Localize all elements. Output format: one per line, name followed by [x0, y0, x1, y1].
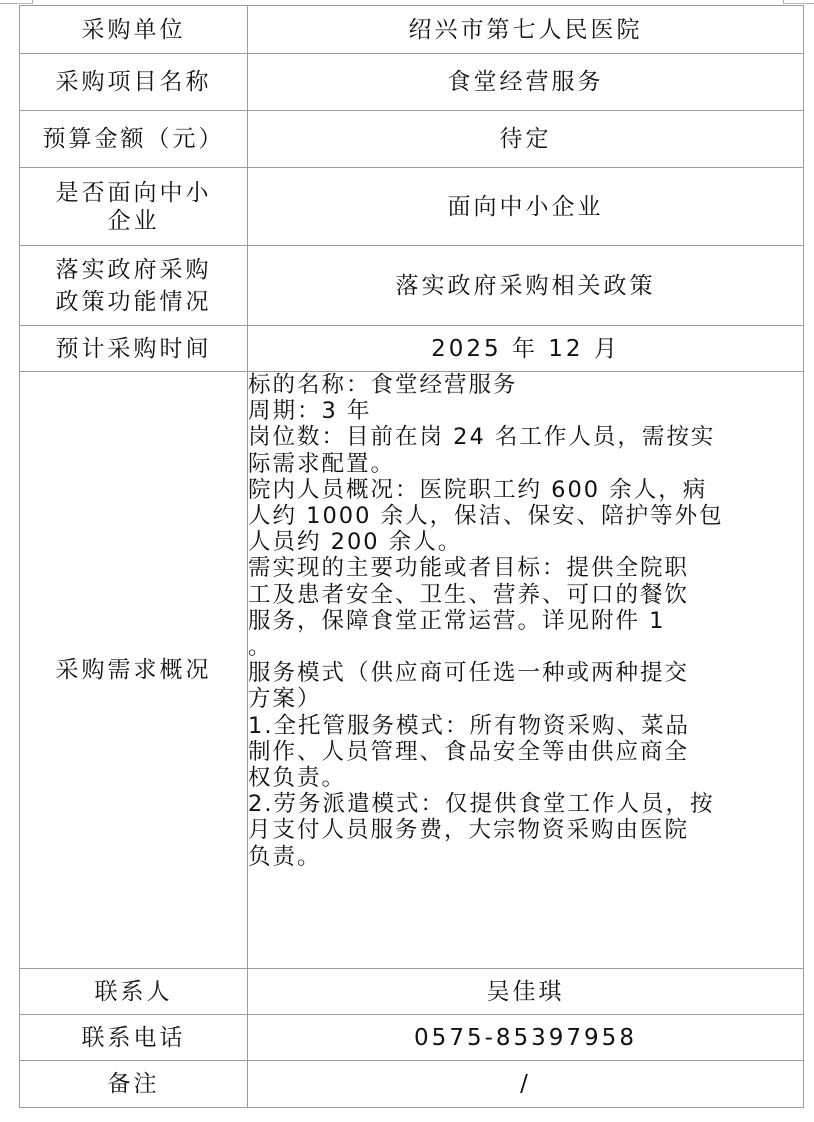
expected-time-label: 预计采购时间 — [20, 326, 248, 372]
requirements-line: 方案） — [248, 686, 322, 713]
row-purchasing-unit — [20, 6, 804, 54]
requirements-line: 需实现的主要功能或者目标：提供全院职 — [248, 555, 690, 582]
row-contact-person — [20, 969, 804, 1015]
requirements-line: 院内人员概况：医院职工约 600 余人，病 — [248, 476, 708, 503]
sme-oriented-value: 面向中小企业 — [248, 168, 804, 246]
requirements-line: 2.劳务派遣模式：仅提供食堂工作人员，按 — [248, 791, 715, 818]
requirements-line: 工及患者安全、卫生、营养、可口的餐饮 — [248, 581, 690, 608]
requirements-line: 制作、人员管理、食品安全等由供应商全 — [248, 738, 690, 765]
policy-implementation-label — [20, 246, 248, 326]
contact-phone-value: 0575-85397958 — [248, 1015, 804, 1061]
policy-implementation-label-text: 落实政府采购 政策功能情况 — [55, 256, 212, 315]
requirements-line: 际需求配置。 — [248, 450, 396, 477]
requirements-line: 人员约 200 余人。 — [248, 529, 463, 556]
requirements-line: 负责。 — [248, 843, 322, 870]
row-remarks — [20, 1061, 804, 1108]
expected-time-value: 2025 年 12 月 — [248, 326, 804, 372]
sme-oriented-label — [20, 168, 248, 246]
remarks-value: / — [248, 1061, 804, 1108]
requirements-line: 月支付人员服务费，大宗物资采购由医院 — [248, 817, 690, 844]
purchasing-unit-label: 采购单位 — [20, 6, 248, 54]
requirements-line: 周期：3 年 — [248, 398, 372, 425]
requirements-line: 。 — [248, 634, 273, 661]
row-sme-oriented — [20, 168, 804, 246]
row-policy-implementation — [20, 246, 804, 326]
sme-oriented-label-text: 是否面向中小 企业 — [55, 179, 212, 234]
contact-person-label: 联系人 — [20, 969, 248, 1015]
row-contact-phone — [20, 1015, 804, 1061]
project-name-label: 采购项目名称 — [20, 54, 248, 111]
requirements-line: 1.全托管服务模式：所有物资采购、菜品 — [248, 712, 690, 739]
budget-label: 预算金额（元） — [20, 111, 248, 168]
requirements-description — [248, 372, 804, 969]
row-budget — [20, 111, 804, 168]
procurement-info-table — [19, 5, 804, 1108]
row-expected-time — [20, 326, 804, 372]
project-name-value: 食堂经营服务 — [248, 54, 804, 111]
page-corner-mark-right — [783, 0, 814, 4]
requirements-line: 权负责。 — [248, 765, 347, 792]
contact-person-value: 吴佳琪 — [248, 969, 804, 1015]
row-project-name — [20, 54, 804, 111]
requirements-label: 采购需求概况 — [20, 372, 248, 969]
page-corner-mark-left — [0, 0, 33, 4]
requirements-line: 标的名称：食堂经营服务 — [248, 372, 518, 398]
policy-implementation-value: 落实政府采购相关政策 — [248, 246, 804, 326]
requirements-line: 岗位数：目前在岗 24 名工作人员，需按实 — [248, 424, 716, 451]
remarks-label: 备注 — [20, 1061, 248, 1108]
budget-value: 待定 — [248, 111, 804, 168]
requirements-line: 服务，保障食堂正常运营。详见附件 1 — [248, 607, 666, 634]
contact-phone-label: 联系电话 — [20, 1015, 248, 1061]
row-requirements — [20, 372, 804, 969]
requirements-line: 服务模式（供应商可任选一种或两种提交 — [248, 660, 690, 687]
purchasing-unit-value: 绍兴市第七人民医院 — [248, 6, 804, 54]
requirements-line: 人约 1000 余人，保洁、保安、陪护等外包 — [248, 503, 724, 530]
